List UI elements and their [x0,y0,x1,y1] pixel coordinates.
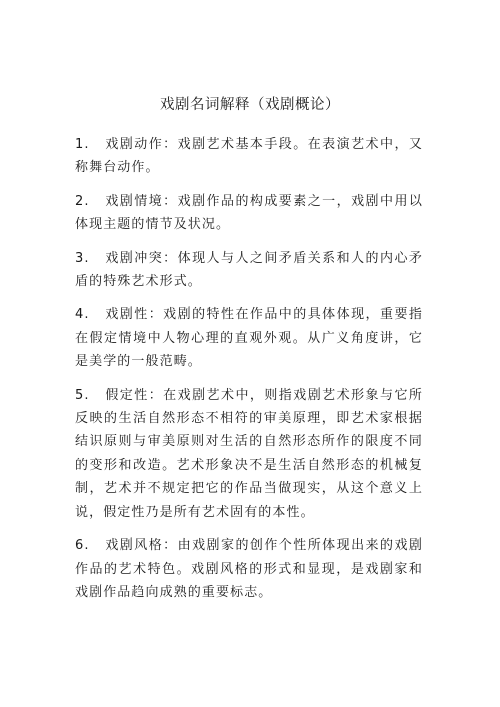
term-list [75,133,423,614]
entry-number: 2. [75,193,90,209]
entry-number: 3. [75,250,90,266]
entry-number: 4. [75,307,90,323]
entry-text: 戏剧冲突：体现人与人之间矛盾关系和人的内心矛盾的特殊艺术形式。 [75,250,423,290]
entry-number: 1. [75,137,90,152]
term-entry-6 [75,534,423,604]
entry-text: 戏剧性：戏剧的特性在作品中的具体体现，重要指在假定情境中人物心理的直观外观。从广义角度讲，它是美学的一般范畴。 [75,307,423,370]
entry-text: 戏剧情境：戏剧作品的构成要素之一，戏剧中用以体现主题的情节及状况。 [75,193,423,233]
term-entry-4 [75,303,423,373]
term-entry-2 [75,190,423,237]
entry-text: 戏剧动作：戏剧艺术基本手段。在表演艺术中，又称舞台动作。 [75,137,423,176]
term-entry-3 [75,247,423,294]
entry-number: 6. [75,538,90,554]
entry-text: 假定性：在戏剧艺术中，则指戏剧艺术形象与它所反映的生活自然形态不相符的审美原理，即艺术家根据结识原则与审美原则对生活的自然形态所作的限度不同的变形和改造。艺术形象决不是生活自然形态的机械复制，艺术并不规定把它的作品当做现实，从这个意义上说，假定性乃是所有艺术固有的本性。 [75,387,423,520]
document-title: 戏剧名词解释（戏剧概论） [160,97,340,113]
term-entry-1 [75,133,423,180]
entry-text: 戏剧风格：由戏剧家的创作个性所体现出来的戏剧作品的艺术特色。戏剧风格的形式和显现，是戏剧家和戏剧作品趋向成熟的重要标志。 [75,538,423,600]
term-entry-5 [75,384,423,524]
entry-number: 5. [75,387,90,403]
